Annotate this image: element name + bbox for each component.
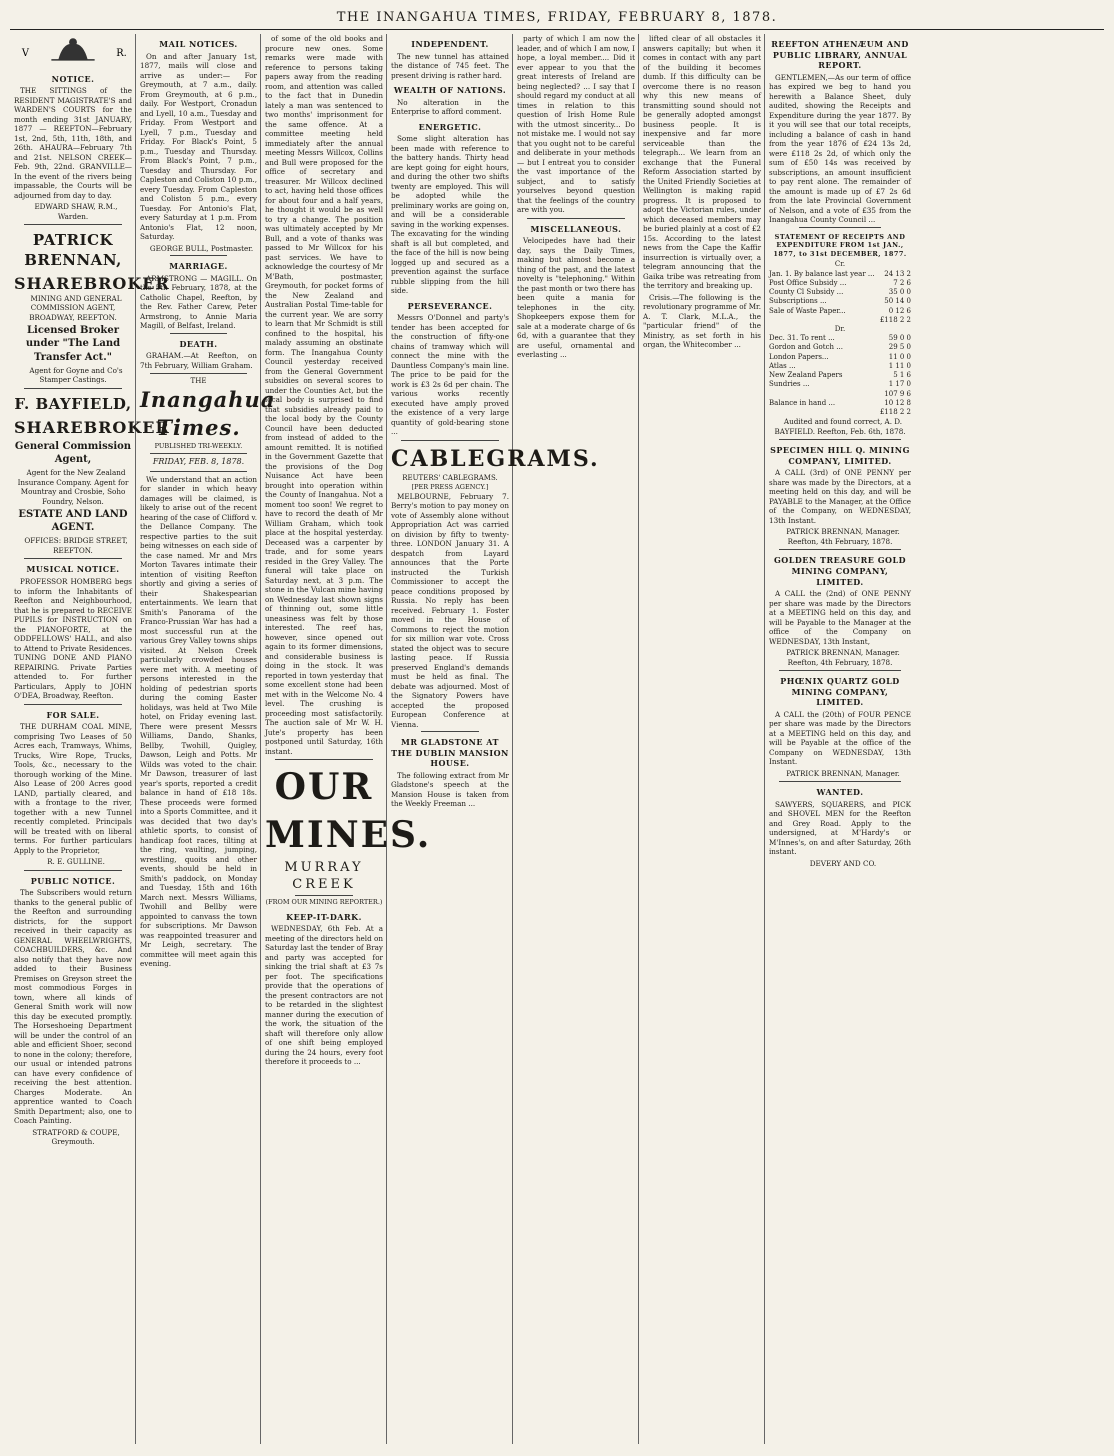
balance-value: 10 12 8 <box>884 398 911 407</box>
notice-heading: NOTICE. <box>51 73 95 84</box>
gladstone-text: The following extract from Mr Gladstone's speech at the Mansion House is taken from the Weekly Freeman ... <box>391 770 509 809</box>
ledger-item: New Zealand Papers <box>769 371 843 380</box>
divider <box>24 224 122 225</box>
independent-heading: INDEPENDENT. <box>411 39 489 49</box>
public-notice-heading: PUBLIC NOTICE. <box>30 875 116 886</box>
ledger-item: Atlas ... <box>769 361 796 370</box>
column-3 <box>265 34 432 1444</box>
sharebroker-title-2: SHAREBROKER <box>14 417 170 437</box>
mail-signature: GEORGE BULL, Postmaster. <box>149 243 254 253</box>
balance-label: Balance in hand ... <box>769 398 836 407</box>
dr-label: Dr. <box>834 325 846 334</box>
ledger-value: 50 14 0 <box>884 297 911 306</box>
bayfield-name: F. BAYFIELD, <box>14 394 132 413</box>
bayfield-agencies: Agent for the New Zealand Insurance Company. Agent for Mountray and Crosbie, Soho Foundry, Nelson. <box>17 468 129 506</box>
ledger-row <box>769 270 911 279</box>
sharebroker-title: SHAREBROKER <box>14 273 170 293</box>
brennan-agent-text: MINING AND GENERAL COMMISSION AGENT, BROADWAY, REEFTON. <box>29 293 122 322</box>
divider <box>150 471 247 472</box>
paper-title: Inangahua Times. <box>140 387 276 441</box>
keep-it-dark-text: WEDNESDAY, 6th Feb. At a meeting of the directors held on Saturday last the tender of Bray and party was accepted for sinking the trial shaft at £3 7s per foot. The specifications provide that the operations of the present contractors are not to be retarded in the slightest manner during the execution of the work, the situation of the shaft will therefore only allow of one shift being employed during the 24 hours, every foot therefore it proceeds to ... <box>265 924 383 1067</box>
ledger-row <box>769 279 911 288</box>
death-text: GRAHAM.—At Reefton, on 7th February, William Graham. <box>140 351 257 370</box>
divider <box>295 895 353 896</box>
for-sale-signature: R. E. GULLINE. <box>47 857 105 867</box>
miscellaneous-text: Velocipedes have had their day, says the Daily Times, making but almost become a thing of the past, and the latest novelty is "telephoning." Within the past month or two there has been quite a mania for telephones in the city. Shopkeepers expose them for sale at a moderate charge of 6s 6d, with a guarantee that they are useful, ornamental and everlasting ... <box>517 236 635 360</box>
divider <box>24 704 122 705</box>
masthead-rule <box>10 29 1104 30</box>
divider <box>779 439 901 440</box>
column-7 <box>769 34 914 1444</box>
ledger-item: London Papers... <box>769 352 829 361</box>
specimen-hill-text: A CALL (3rd) of ONE PENNY per share was made by the Directors, at a meeting held on this day, and will be PAYABLE to the Manager, at the Office of the Company, on WEDNESDAY, 13th Instant. <box>769 468 911 525</box>
ledger-item: Dec. 31. To rent ... <box>769 334 835 343</box>
marriage-text: ARMSTRONG — MAGILL. On the 5th February, 1878, at the Catholic Chapel, Reefton, by the Rev. Father Carew, Peter Armstrong, to Annie Maria Magill, of Belfast, Ireland. <box>140 273 257 331</box>
receipts-table <box>769 270 911 316</box>
independent-text: The new tunnel has attained the distance of 745 feet. The present driving is rather hard. <box>391 51 509 80</box>
column-1 <box>14 34 170 1444</box>
divider <box>779 670 901 671</box>
column-5 <box>517 34 639 1444</box>
ledger-value: 5 1 6 <box>893 371 911 380</box>
athenaeum-text: GENTLEMEN,—As our term of office has expired we beg to hand you herewith a Balance Sheet, duly audited, showing the Receipts and Expenditure during the year 1877. By it you will see that our total receipts, including a balance of cash in hand from the year 1876 of £24 13s 2d, were £118 2s 2d, of which only the sum of £50 14s was received by subscriptions, an amount insufficient to pay rent alone. The remainder of the amount is made up of £7 2s 6d from the late Provincial Government of Nelson, and a vote of £35 from the Inangahua County Council ... <box>769 72 911 225</box>
marriage-heading: MARRIAGE. <box>169 261 228 272</box>
wealth-text: No alteration in the Enterprise to afford comment. <box>391 97 509 117</box>
divider <box>150 373 247 374</box>
statement-heading: STATEMENT OF RECEIPTS AND EXPENDITURE FROM 1st JAN., 1877, to 31st DECEMBER, 1877. <box>773 232 907 258</box>
dr-subtotal: 107 9 6 <box>884 389 911 398</box>
phoenix-text: A CALL the (20th) of FOUR PENCE per share was made by the Directors at a MEETING held on this day, and will be Payable at the office of the Company on WEDNESDAY, 13th Instant. <box>769 709 911 767</box>
ledger-row <box>769 297 911 306</box>
energetic-heading: ENERGETIC. <box>418 121 482 132</box>
cablegrams-text: MELBOURNE, February 7. Berry's motion to pay money on vote of Assembly alone without Appropriation Act was carried on division by fifty to twenty-three. LONDON January 31. A despatch from Layard announces that the Porte instructed the Turkish Commissioner to accept the peace conditions proposed by Russia. No reply has been received. February 1. Foster moved in the House of Commons to reject the motion for six million war vote. Cross stated the object was to secure lasting peace. If Russia preserved England's demands must be held as final. The debate was adjourned. Most of the Signatory Powers have accepted the proposed European Conference at Vienna. <box>391 491 509 729</box>
svg-text:R.: R. <box>116 47 127 59</box>
divider <box>401 440 499 441</box>
divider <box>421 731 479 732</box>
press-agency-line: [PER PRESS AGENCY.] <box>411 482 489 491</box>
ledger-row <box>769 307 911 316</box>
ledger-item: Jan. 1. By balance last year ... <box>769 269 875 278</box>
ledger-row <box>769 343 911 352</box>
the-label: THE <box>190 377 207 386</box>
divider <box>24 388 122 389</box>
balance-row <box>769 399 911 408</box>
musical-notice-text: PROFESSOR HOMBERG begs to inform the Inhabitants of Reefton and Neighbourhood, that he is prepared to RECEIVE PUPILS for INSTRUCTION on the PIANOFORTE, at the ODDFELLOWS' HALL, and also to Attend to Private Residences. TUNING DONE AND PIANO REPAIRING. Private Parties attended to. For further Particulars, Apply to JOHN O'DEA, Broadway, Reefton. <box>14 577 132 701</box>
ledger-value: 35 0 0 <box>888 288 911 297</box>
miscellaneous-heading: MISCELLANEOUS. <box>530 223 622 234</box>
ledger-item: Sale of Waste Paper... <box>769 306 846 315</box>
mail-notices-heading: MAIL NOTICES. <box>159 39 238 49</box>
published-line: PUBLISHED TRI-WEEKLY. <box>154 441 243 450</box>
ledger-row <box>769 334 911 343</box>
licensed-broker: Licensed Broker under "The Land Transfer Act." <box>25 325 121 363</box>
cr-total: £118 2 2 <box>879 315 911 324</box>
divider <box>24 558 122 559</box>
local-news-text: of some of the old books and procure new ones. Some remarks were made with reference to persons taking papers away from the reading room, and attention was called to the fact that in Dunedin lately a man was sentenced to two months' imprisonment for the same offence. At a committee meeting held immediately after the annual meeting Messrs Willcox, Collins and Bull were proposed for the office of secretary and treasurer. Mr Willcox declined to act, having held those offices for about four and a half years, he thought it would be as well to try a change. The position was ultimately accepted by Mr Bull, and a vote of thanks was passed to Mr Willcox for his past services. We have to acknowledge the courtesy of Mr M'Bath, postmaster, Greymouth, for pocket forms of the New Zealand and Australian Postal Time-table for the current year. We are sorry to learn that Mr Schmidt is still confined to the hospital, his malady assuming an obstinate form. The Inangahua County Council yesterday received from the General Government subsidies on several scores to under the Counties Act, but the local body is surprised to find that subsidies already paid to the local body by the County Council have been deducted from instead of added to the amount remitted. It is notified in the Government Gazette that the provisions of the Dog Nuisance Act have been brought into operation within the County of Inangahua. Not a moment too soon! We regret to have to record the death of Mr William Graham, which took place at the hospital yesterday. Deceased was a carpenter by trade, and for some years resided in the Grey Valley. The funeral will take place on Saturday next, at 3 p.m. The stone in the Vulcan mine having on Wednesday last shown signs of thinning out, some little uneasiness was felt by those interested. The reef has, however, since opened out again to its former dimensions, and considerable business is doing in the stock. It was reported in town yesterday that some excellent stone had been met with in the Welcome No. 4 level. The crushing is proceeding most satisfactorily. The auction sale of Mr W. H. Jute's property has been postponed until Saturday, 16th instant. <box>265 34 383 756</box>
general-commission-agent: General Commission Agent, <box>14 440 132 465</box>
date-line: FRIDAY, FEB. 8, 1878. <box>152 457 245 467</box>
divider <box>779 549 901 550</box>
gladstone-heading: MR GLADSTONE AT THE DUBLIN MANSION HOUSE. <box>391 737 509 769</box>
wanted-text: SAWYERS, SQUARERS, and PICK and SHOVEL MEN for the Reefton and Grey Road. Apply to the undersigned, at M'Hardy's or M'Innes's, on and after Saturday, 26th instant. <box>769 799 911 857</box>
column-2 <box>140 34 276 1444</box>
ledger-value: 1 11 0 <box>888 361 911 370</box>
divider <box>170 333 227 334</box>
perseverance-text: Messrs O'Donnel and party's tender has been accepted for the construction of fifty-one chains of tramway which will connect the mine with the Dauntless Company's main line. The price to be paid for the work is £3 2s 6d per chain. The various works recently executed have amply proved the existence of a very large quantity of gold-bearing stone ... <box>391 313 509 437</box>
cablegrams-title: CABLEGRAMS. <box>391 445 600 472</box>
mining-reporter-line: (FROM OUR MINING REPORTER.) <box>265 898 383 907</box>
ledger-item: County Cl Subsidy ... <box>769 288 844 297</box>
patrick-brennan-name: PATRICK BRENNAN, <box>24 231 122 269</box>
ledger-value: 59 0 0 <box>888 334 911 343</box>
audit-line: Audited and found correct, A. D. BAYFIELD. Reefton, Feb. 6th, 1878. <box>774 417 906 436</box>
crisis-text: Crisis.—The following is the revolutionary programme of Mr. A. T. Clark, M.L.A., the "particular friend" of the Ministry, as set forth in his organ, the Whitecomber ... <box>643 292 761 349</box>
public-notice-text: The Subscribers would return thanks to the general public of the Reefton and surrounding districts, for the support received in their capacity as GENERAL WHEELWRIGHTS, COACHBUILDERS, &c. And also notify that they have now added to their Business Premises on Greyson street the most commodious Forges in town, where all kinds of General Smith work will now this day be executed promptly. The Horseshoeing Department will be under the control of an able and efficient Shoer, second to none in the colony; therefore, our usual or intended patrons can have every confidence of receiving the best attention. Charges Moderate. An apprentice wanted to Coach Smith Department; also, one to Coach Painting. <box>14 888 132 1126</box>
energetic-text: Some slight alteration has been made with reference to the battery hands. Thirty head are kept going for eight hours, and during the other two shifts twenty are employed. This will be adopted while the preliminary works are going on, and will be a considerable saving in the working expenses. The excavating for the winding shaft is all but completed, and the face of the hill is now being logged up and secured as a prevention against the surface rubble slipping from the hill side. <box>391 134 509 296</box>
svg-text:V: V <box>21 47 29 59</box>
golden-treasure-text: A CALL the (2nd) of ONE PENNY per share was made by the Directors at a MEETING held on this day, and will be Payable to the Manager at the office of the Company on WEDNESDAY, 13th Instant, <box>769 589 911 646</box>
our-mines-title: OUR MINES. <box>265 766 432 856</box>
ledger-value: 0 12 6 <box>888 306 911 315</box>
ledger-value: 24 13 2 <box>884 269 911 278</box>
notice-signature: EDWARD SHAW, R.M., Warden. <box>34 202 118 221</box>
notice-text: THE SITTINGS of the RESIDENT MAGISTRATE'S and WARDEN'S COURTS for the month ending 31st JANUARY, 1877 — REEFTON—February 1st, 2nd, 5th, 11th, 18th, and 26th. AHAURA—February 7th and 21st. NELSON CREEK—Feb. 9th, 22nd. GRANVILLE— In the event of the rivers being impassable, the Courts will be adjourned from day to day. <box>14 86 132 200</box>
ledger-value: 11 0 0 <box>888 352 911 361</box>
wanted-heading: WANTED. <box>816 787 864 798</box>
ledger-value: 29 5 0 <box>888 343 911 352</box>
editorial-text: We understand that an action for slander in which heavy damages will be claimed, is likely to arise out of the recent hearing of the case of Clifford v. the Dellance Company. The respective parties to the suit being witnesses on each side of the case named. Mr and Mrs Morton Tavares intimate their intention of visiting Reefton shortly and giving a series of their Shakespearian entertainments. We learn that Smith's Panorama of the Franco-Prussian War has had a most successful run at the various Grey Valley towns ships visited. At Nelson Creek particularly crowded houses were met with. A meeting of persons interested in the holding of pedestrian sports during the coming Easter holidays, was held at Two Mile hotel, on Friday evening last. There were present Messrs Williams, Dando, Shanks, Bellby, Twohill, Quigley, Dawson, Leigh and Potts. Mr Wilds was voted to the chair. Mr Dawson, treasurer of last year's sports, reported a credit balance in hand of £18 18s. These proceeds were formed into a Sports Committee, and it was decided that two day's athletic sports, to consist of handicap foot races, tilting at the ring, vaulting, jumping, wrestling, quoits and other events, should be held in Smith's paddock, on Monday and Tuesday, 15th and 16th March next. Messrs Williams, Twohill and Bellby were appointed to canvass the town for subscriptions. Mr Dawson was reappointed treasurer and Mr Leigh, secretary. The committee will meet again this evening. <box>140 474 257 969</box>
ledger-value: 7 2 6 <box>893 278 911 287</box>
phoenix-heading: PHŒNIX QUARTZ GOLD MINING COMPANY, LIMITED. <box>780 676 900 708</box>
ledger-row <box>769 362 911 371</box>
reuters-subtitle: REUTERS' CABLEGRAMS. <box>402 473 498 482</box>
wanted-signature: DEVERY AND CO. <box>809 858 877 868</box>
offices-line: OFFICES: BRIDGE STREET, REEFTON. <box>24 536 128 555</box>
masthead: THE INANGAHUA TIMES, FRIDAY, FEBRUARY 8, 1878. <box>336 10 778 25</box>
perseverance-heading: PERSEVERANCE. <box>407 300 493 311</box>
ledger-row <box>769 380 911 389</box>
royal-crest-icon <box>14 34 132 66</box>
for-sale-text: THE DURHAM COAL MINE, comprising Two Leases of 50 Acres each, Tramways, Whims, Trucks, Wire Rope, Trucks, Tools, &c., necessary to the thorough working of the Mine. Also Lease of 200 Acres good LAND, partially cleared, and with a frontage to the river, together with a new Tunnel recently completed. Principals will be treated with on liberal terms. For further particulars Apply to the Proprietor, <box>14 722 132 855</box>
estate-land-agent: ESTATE AND LAND AGENT. <box>18 509 128 534</box>
musical-notice-heading: MUSICAL NOTICE. <box>26 564 120 575</box>
for-sale-heading: FOR SALE. <box>46 709 100 720</box>
divider <box>779 781 901 782</box>
divider <box>150 453 247 454</box>
keep-it-dark-heading: KEEP-IT-DARK. <box>286 911 362 922</box>
agent-goyne: Agent for Goyne and Co's Stamper Castings. <box>29 365 123 385</box>
expenditure-table <box>769 334 911 389</box>
ledger-value: 1 17 0 <box>888 380 911 389</box>
wealth-heading: WEALTH OF NATIONS. <box>393 85 507 96</box>
divider <box>527 218 625 219</box>
public-notice-signature: STRATFORD & COUPE, Greymouth. <box>32 1127 120 1147</box>
cr-label: Cr. <box>834 260 846 269</box>
phoenix-signature: PATRICK BRENNAN, Manager. <box>786 768 900 778</box>
specimen-hill-heading: SPECIMEN HILL Q. MINING COMPANY, LIMITED. <box>770 445 910 466</box>
divider <box>170 255 227 256</box>
specimen-hill-signature: PATRICK BRENNAN, Manager. Reefton, 4th February, 1878. <box>786 527 900 546</box>
ledger-item: Subscriptions ... <box>769 297 827 306</box>
telephone-news-text: lifted clear of all obstacles it answers capitally; but when it comes in contact with any part of the building it becomes dumb. If this difficulty can be overcome there is no reason why this new means of transmitting sound should not be generally adopted amongst business people. It is inexpensive and far more serviceable than the telegraph... We learn from an exchange that the Funeral Reform Association started by the United Friendly Societies at Wellington is making rapid progress. It is proposed to adopt the Victorian rules, under which deceased members may be buried plainly at a cost of £2 15s. According to the latest news from the Cape the Kaffir insurrection is virtually over, a telegram announcing that the Gaika tribe was retreating from the territory and breaking up. <box>643 34 761 290</box>
ledger-item: Gordon and Gotch ... <box>769 343 843 352</box>
death-heading: DEATH. <box>179 338 218 349</box>
golden-treasure-signature: PATRICK BRENNAN, Manager. Reefton, 4th February, 1878. <box>786 648 900 667</box>
murray-creek-subtitle: MURRAY CREEK <box>284 860 364 893</box>
ledger-item: Post Office Subsidy ... <box>769 278 847 287</box>
ledger-row <box>769 371 911 380</box>
athenaeum-heading: REEFTON ATHENÆUM AND PUBLIC LIBRARY, ANNUAL REPORT. <box>771 39 909 71</box>
divider <box>275 759 373 760</box>
divider <box>24 870 122 871</box>
ledger-row <box>769 288 911 297</box>
golden-treasure-heading: GOLDEN TREASURE GOLD MINING COMPANY, LIMITED. <box>773 555 907 587</box>
column-6 <box>643 34 765 1444</box>
mail-notices-text: On and after January 1st, 1877, mails will close and arrive as under:— For Greymouth, at 7 a.m., daily. From Greymouth, at 6 p.m., daily. For Westport, Cronadun and Lyell, 10 a.m., Tuesday and Friday. From Westport and Lyell, 7 p.m., Tuesday and Friday. For Black's Point, 5 p.m., Tuesday and Thursday. From Black's Point, 7 p.m., Tuesday and Thursday. For Capleston and Coliston 10 p.m., every Tuesday. From Capleston and Coliston 5 p.m., every Tuesday. For Antonio's Flat, every Saturday at 1 p.m. From Antonio's Flat, 12 noon, Saturday. <box>140 51 257 242</box>
ledger-item: Sundries ... <box>769 380 810 389</box>
dr-total: £118 2 2 <box>879 408 911 417</box>
columns <box>14 34 1104 1444</box>
speech-text: party of which I am now the leader, and of which I am now, I hope, a loyal member.... Did it ever appear to you that the great interests of Ireland are being neglected? ... I say that I should regard my conduct at all times in relation to this question of Irish Home Rule with the utmost sincerity... Do not mistake me. I would not say that you ought not to be careful and deliberate in your methods — but I entreat you to consider the vast importance of the subject, and to satisfy yourselves beyond question that the feelings of the country are with you. <box>517 34 635 214</box>
ledger-row <box>769 353 911 362</box>
divider <box>799 227 881 228</box>
